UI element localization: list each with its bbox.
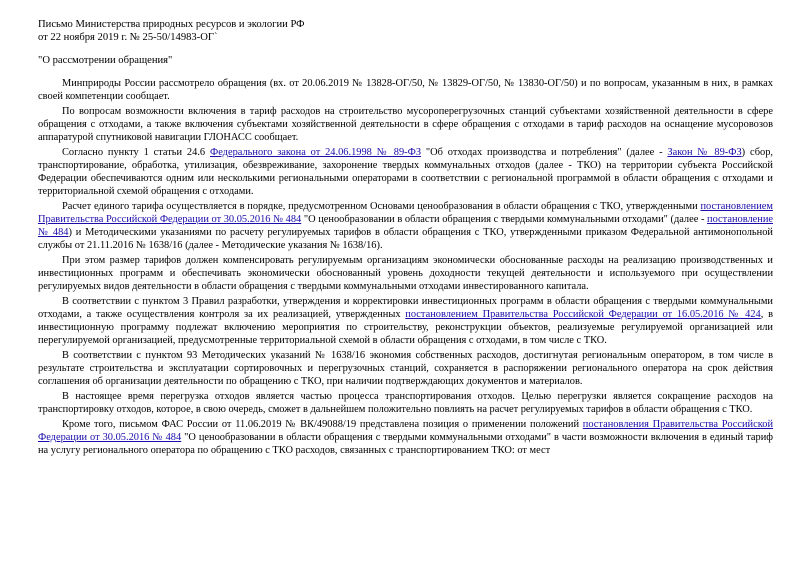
paragraph-text: При этом размер тарифов должен компенсировать регулируемым организациям экономически обоснованные расходы на реализацию производственных и инвестиционных программ и обеспечивать экономически обоснованный уровень доходности текущей деятельности и используемого при осуществлении регулируемых видов деятельности в области обращения с твердыми коммунальными отходами инвестированного капитала. (38, 255, 773, 292)
paragraph-text: ) сбор, транспортирование, обработка, утилизация, обезвреживание, захоронение твердых коммунальных отходов (далее - ТКО) на территории субъекта Российской Федерации обеспечиваются одним или несколькими региональными операторами в соответствии с региональной программой в области обращения с отходами и территориальной схемой обращения с отходами. (38, 147, 774, 197)
paragraph-text: В соответствии с пунктом 93 Методических указаний № 1638/16 экономия собственных расходов, достигнутая региональным оператором, в том числе в результате строительства и эксплуатации сортировочных и перегрузочных станций, сохраняется в распоряжении регионального оператора на срок действия соглашения об организации деятельности по обращению с ТКО, при наличии подтверждающих документов и материалов. (38, 350, 773, 387)
paragraph (38, 418, 773, 457)
paragraph-text: , в инвестиционную программу подлежат включению мероприятия по строительству, реконструкции объектов, реализуемые регулируемой организацией или перегулируемой организацией, предусмотренные территориальной схемой в области обращения с отходами, в том числе с ТКО. (38, 309, 774, 346)
paragraph-text: Расчет единого тарифа осуществляется в порядке, предусмотренном Основами ценообразования в области обращения с ТКО, утвержденными (62, 201, 701, 212)
paragraph (38, 77, 773, 103)
document-link[interactable]: постановления Правительства Российской Федерации от 30.05.2016 № 484 (38, 419, 774, 443)
paragraph-text: Согласно пункту 1 статьи 24.6 (62, 147, 210, 158)
letter-body (38, 77, 773, 457)
paragraph-text: Кроме того, письмом ФАС России от 11.06.2019 № ВК/49088/19 представлена позиция о применении положений (62, 419, 583, 430)
paragraph (38, 146, 773, 198)
document-link[interactable]: постановлением Правительства Российской Федерации от 30.05.2016 № 484 (38, 201, 773, 225)
paragraph (38, 295, 773, 347)
letter-title: Письмо Министерства природных ресурсов и экологии РФ (38, 19, 305, 30)
paragraph (38, 105, 773, 144)
paragraph-text: Минприроды России рассмотрело обращения (вх. от 20.06.2019 № 13828-ОГ/50, № 13829-ОГ/50, № 13830-ОГ/50) и по вопросам, указанным в них, в рамках своей компетенции сообщает. (38, 78, 773, 102)
paragraph-text: "Об отходах производства и потребления" (далее - (421, 147, 668, 158)
letter-date-number: от 22 ноября 2019 г. № 25-50/14983-ОГ` (38, 32, 218, 43)
document-link[interactable]: постановление № 484 (38, 214, 774, 238)
paragraph (38, 254, 773, 293)
paragraph-text: В настоящее время перегрузка отходов является частью процесса транспортирования отходов. Целью перегрузки является сокращение расходов на транспортировку отходов, которое, в свою очередь, сможет в дальнейшем положительно повлиять на расчет регулируемых тарифов в области обращения с ТКО. (38, 391, 773, 415)
paragraph-text: По вопросам возможности включения в тариф расходов на строительство мусороперегрузочных станций субъектами хозяйственной деятельности в сфере обращения с отходами, а также включения субъектами хозяйственной деятельности в сфере обращения с отходами в тариф расходов на оснащение мусоровозов аппаратурой спутниковой навигации ГЛОНАСС сообщает. (38, 106, 773, 143)
paragraph (38, 349, 773, 388)
document-link[interactable]: Федерального закона от 24.06.1998 № 89-ФЗ (209, 147, 422, 158)
letter-subject: "О рассмотрении обращения" (38, 55, 173, 66)
paragraph (38, 390, 773, 416)
paragraph-text: "О ценообразовании в области обращения с твердыми коммунальными отходами" (далее - (301, 214, 708, 225)
paragraph-text: ) и Методическими указаниями по расчету регулируемых тарифов в области обращения с ТКО, утвержденными приказом Федеральной антимонопольной службы от 21.11.2016 № 1638/16 (далее - Методические указания № 1638/16). (38, 227, 773, 251)
document-link[interactable]: постановлением Правительства Российской Федерации от 16.05.2016 № 424 (405, 309, 761, 320)
paragraph (38, 200, 773, 252)
document-link[interactable]: Закон № 89-ФЗ (667, 147, 742, 158)
paragraph-text: В соответствии с пунктом 3 Правил разработки, утверждения и корректировки инвестиционных программ в области обращения с твердыми коммунальными отходами, а также осуществления контроля за их реализацией, утвержденных (38, 296, 773, 320)
paragraph-text: "О ценообразовании в области обращения с твердыми коммунальными отходами" в части возможности включения в единый тариф на услугу регионального оператора по обращению с ТКО расходов, связанных с транспортированием ТКО: от мест (38, 432, 773, 456)
